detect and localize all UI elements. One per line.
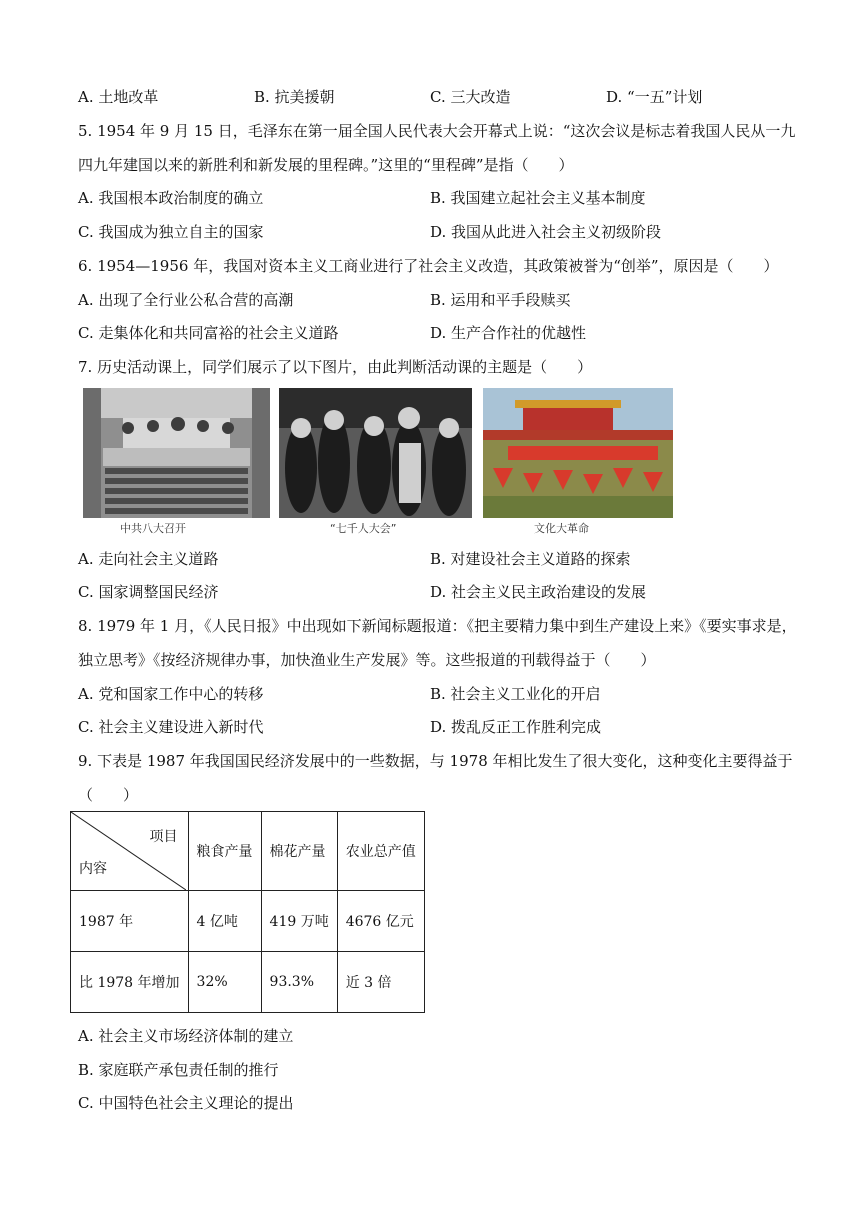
q7-option-d: D. 社会主义民主政治建设的发展 <box>430 583 647 601</box>
q6-option-c: C. 走集体化和共同富裕的社会主义道路 <box>78 324 339 342</box>
photo-party-congress <box>83 388 270 518</box>
q8-option-b: B. 社会主义工业化的开启 <box>430 685 601 703</box>
table-cell: 4 亿吨 <box>188 891 261 952</box>
q8-option-d: D. 拨乱反正工作胜利完成 <box>430 718 602 736</box>
photo-seven-thousand-conference <box>279 388 472 518</box>
table-row <box>71 891 425 952</box>
table-header-row <box>71 812 425 891</box>
table-header: 农业总产值 <box>337 812 424 891</box>
corner-bottom-label: 内容 <box>79 861 107 877</box>
row-label: 1987 年 <box>71 891 189 952</box>
data-table <box>70 811 425 1013</box>
q4-option-d: D. “一五”计划 <box>606 88 703 106</box>
q4-option-c: C. 三大改造 <box>430 88 511 106</box>
q8-option-a: A. 党和国家工作中心的转移 <box>78 685 264 703</box>
q6-option-d: D. 生产合作社的优越性 <box>430 324 587 342</box>
table-row <box>71 952 425 1013</box>
q5-option-b: B. 我国建立起社会主义基本制度 <box>430 189 646 207</box>
caption-photo-2: “七千人大会” <box>330 522 397 535</box>
q7-option-c: C. 国家调整国民经济 <box>78 583 219 601</box>
q4-option-a: A. 土地改革 <box>78 88 159 106</box>
q5-stem-line1: 5. 1954 年 9 月 15 日，毛泽东在第一届全国人民代表大会开幕式上说：“这次会议是标志着我国人民从一九 <box>78 122 796 140</box>
q5-stem-line2: 四九年建国以来的新胜利和新发展的里程碑。”这里的“里程碑”是指（ ） <box>78 156 574 174</box>
q5-option-a: A. 我国根本政治制度的确立 <box>78 189 264 207</box>
q8-option-c: C. 社会主义建设进入新时代 <box>78 718 264 736</box>
q9-option-a: A. 社会主义市场经济体制的建立 <box>78 1027 294 1045</box>
q9-option-b: B. 家庭联产承包责任制的推行 <box>78 1061 279 1079</box>
corner-top-label: 项目 <box>149 829 178 845</box>
q9-stem-line2: （ ） <box>78 786 139 804</box>
table-corner-cell <box>71 812 189 891</box>
row-label: 比 1978 年增加 <box>71 952 189 1013</box>
q9-option-c: C. 中国特色社会主义理论的提出 <box>78 1094 294 1112</box>
table-cell: 4676 亿元 <box>337 891 424 952</box>
q6-option-a: A. 出现了全行业公私合营的高潮 <box>78 291 294 309</box>
table-cell: 32% <box>188 952 261 1013</box>
q9-stem-line1: 9. 下表是 1987 年我国国民经济发展中的一些数据，与 1978 年相比发生了很大变化，这种变化主要得益于 <box>78 752 793 770</box>
q7-stem-line1: 7. 历史活动课上，同学们展示了以下图片，由此判断活动课的主题是（ ） <box>78 358 593 376</box>
q5-option-d: D. 我国从此进入社会主义初级阶段 <box>430 223 662 241</box>
q8-stem-line2: 独立思考》《按经济规律办事，加快渔业生产发展》等。这些报道的刊载得益于（ ） <box>78 651 656 669</box>
table-header: 粮食产量 <box>188 812 261 891</box>
q5-option-c: C. 我国成为独立自主的国家 <box>78 223 264 241</box>
q7-option-a: A. 走向社会主义道路 <box>78 550 219 568</box>
q4-option-b: B. 抗美援朝 <box>254 88 335 106</box>
q6-stem-line1: 6. 1954—1956 年，我国对资本主义工商业进行了社会主义改造，其政策被誉为“创举”，原因是（ ） <box>78 257 779 275</box>
table-cell: 近 3 倍 <box>337 952 424 1013</box>
diagonal-line <box>71 812 186 890</box>
table-cell: 419 万吨 <box>261 891 337 952</box>
photo-cultural-revolution <box>483 388 673 518</box>
table-header: 棉花产量 <box>261 812 337 891</box>
table-cell: 93.3% <box>261 952 337 1013</box>
caption-photo-1: 中共八大召开 <box>120 522 186 535</box>
q6-option-b: B. 运用和平手段赎买 <box>430 291 571 309</box>
q8-stem-line1: 8. 1979 年 1 月，《人民日报》中出现如下新闻标题报道：《把主要精力集中到生产建设上来》《要实事求是， <box>78 617 797 635</box>
q7-option-b: B. 对建设社会主义道路的探索 <box>430 550 631 568</box>
caption-photo-3: 文化大革命 <box>534 522 589 535</box>
